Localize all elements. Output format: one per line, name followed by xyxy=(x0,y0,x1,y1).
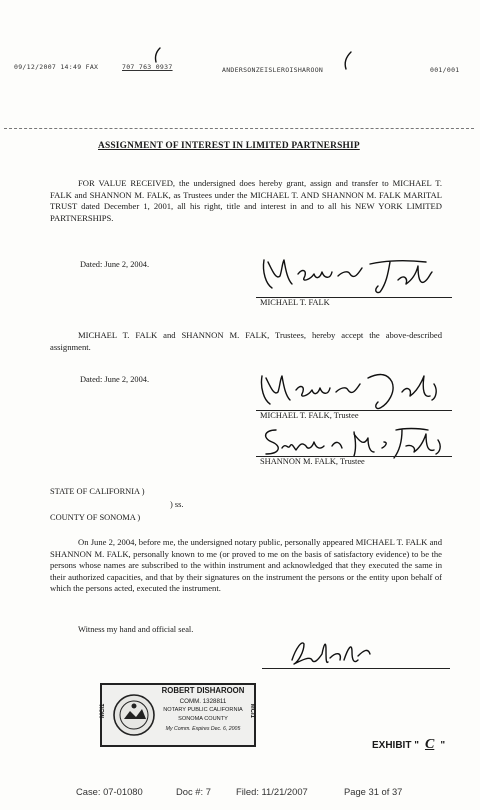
fax-number: 707 763 0937 xyxy=(122,63,173,71)
acceptance-paragraph: MICHAEL T. FALK and SHANNON M. FALK, Trustees, hereby accept the above-described assignment. xyxy=(50,330,442,352)
notary-county: SONOMA COUNTY xyxy=(178,716,228,722)
signature-notary xyxy=(282,630,382,672)
signer-name-1: MICHAEL T. FALK xyxy=(260,298,330,307)
notary-title: NOTARY PUBLIC CALIFORNIA xyxy=(163,707,243,713)
dated-line-2: Dated: June 2, 2004. xyxy=(80,375,150,384)
notary-commission: COMM. 1328811 xyxy=(179,698,227,705)
footer-doc: Doc #: 7 xyxy=(176,786,211,797)
pen-mark-icon xyxy=(150,46,164,66)
stamp-side-text-right: MCI1 xyxy=(248,703,255,718)
stamp-side-text-left: MCI1 xyxy=(100,703,107,718)
exhibit-letter: C xyxy=(424,737,435,752)
venue-county: COUNTY OF SONOMA ) xyxy=(50,513,141,522)
trustee-name-1: MICHAEL T. FALK, Trustee xyxy=(260,411,359,420)
venue-ss: ) ss. xyxy=(170,500,184,509)
signature-michael-falk-trustee xyxy=(256,364,446,416)
dated-line-1: Dated: June 2, 2004. xyxy=(80,260,150,269)
notary-seal-icon xyxy=(112,693,156,737)
trustee-name-2: SHANNON M. FALK, Trustee xyxy=(260,457,365,466)
footer-filed: Filed: 11/21/2007 xyxy=(236,786,308,797)
notary-expiration: My Comm. Expires Dec. 6, 2005 xyxy=(165,726,241,732)
fax-page: 001/001 xyxy=(430,66,460,74)
notary-name: ROBERT DISHAROON xyxy=(161,686,245,695)
venue-state: STATE OF CALIFORNIA ) xyxy=(50,487,145,496)
notary-paragraph: On June 2, 2004, before me, the undersigned notary public, personally appeared MICHAEL T. FALK and SHANNON M. FALK, personally known to me (or proved to me on the basis of satisfactory evidence) to be the persons whose names are subscribed to the within instrument and acknowledged that they executed the same in their authorized capacities, and that by their signatures on the instrument the persons or the entity upon behalf of which the persons acted, executed the instrument. xyxy=(50,537,442,594)
exhibit-label: EXHIBIT " C " xyxy=(372,737,446,752)
fax-divider xyxy=(4,128,474,129)
assignment-paragraph: FOR VALUE RECEIVED, the undersigned does hereby grant, assign and transfer to MICHAEL T. FALK and SHANNON M. FALK, as Trustees under the MICHAEL T. AND SHANNON M. FALK MARITAL TRUST dated December 1, 2001, all his right, title and interest in and to all his NEW YORK LIMITED PARTNERSHIPS. xyxy=(50,178,442,223)
footer-page: Page 31 of 37 xyxy=(344,786,403,797)
document-title: ASSIGNMENT OF INTEREST IN LIMITED PARTNERSHIP xyxy=(98,141,360,151)
pen-mark-icon xyxy=(340,50,354,72)
footer-case: Case: 07-01080 xyxy=(76,786,143,797)
fax-datetime: 09/12/2007 14:49 FAX xyxy=(14,63,99,71)
witness-line: Witness my hand and official seal. xyxy=(78,625,194,634)
fax-sender: ANDERSONZEISLEROISHAROON xyxy=(222,66,324,74)
signature-michael-falk xyxy=(258,250,438,300)
notary-stamp xyxy=(100,683,256,747)
